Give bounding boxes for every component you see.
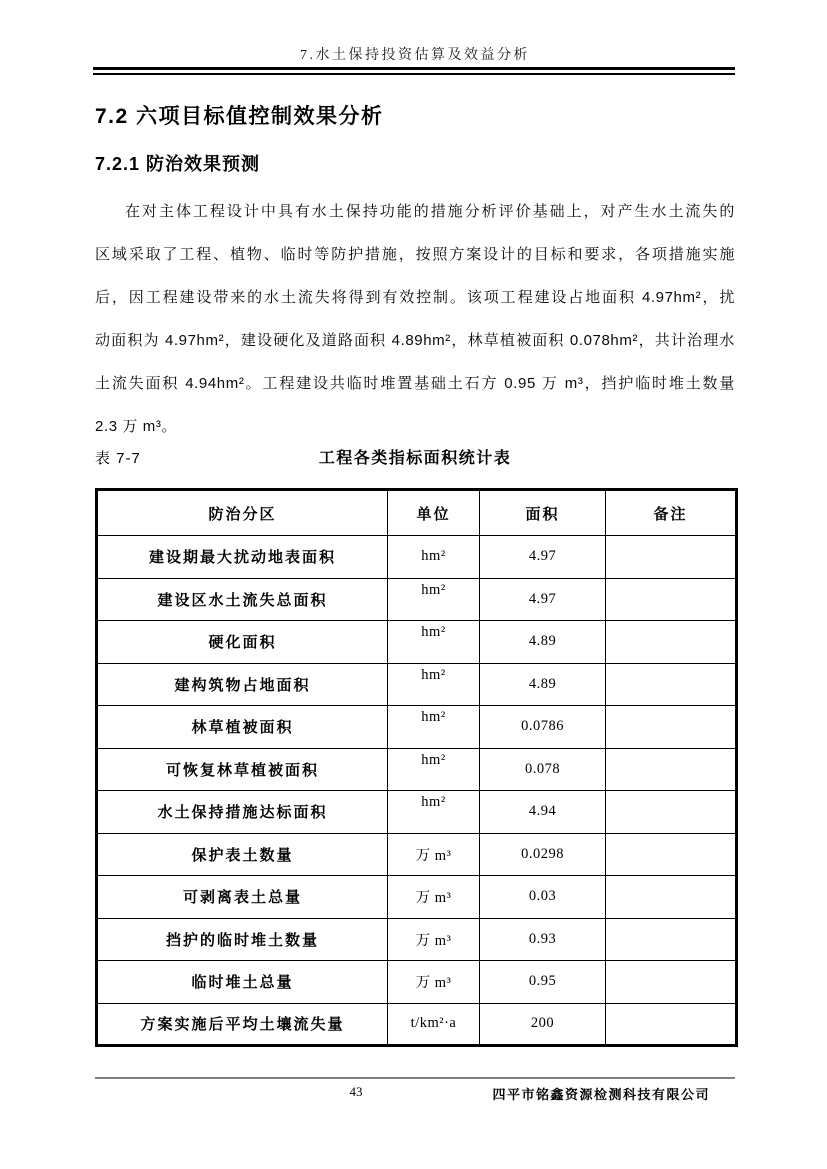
table-title: 工程各类指标面积统计表 <box>318 450 512 467</box>
row-unit: 万 m³ <box>388 918 480 961</box>
row-unit: 万 m³ <box>388 876 480 919</box>
table-row <box>97 791 737 834</box>
row-area-value: 4.97 <box>480 536 606 579</box>
table-row <box>97 578 737 621</box>
row-area-value: 0.0298 <box>480 833 606 876</box>
row-indicator-name: 保护表土数量 <box>97 833 388 876</box>
row-remark <box>606 578 737 621</box>
paragraph-line: 土流失面积 4.94hm²。工程建设共临时堆置基础土石方 0.95 万 m³，挡护临时堆土数量 <box>95 375 735 392</box>
row-remark <box>606 918 737 961</box>
paragraph-line: 后，因工程建设带来的水土流失将得到有效控制。该项工程建设占地面积 4.97hm²，扰 <box>95 289 735 306</box>
row-remark <box>606 536 737 579</box>
row-indicator-name: 林草植被面积 <box>97 706 388 749</box>
column-header-unit: 单位 <box>388 490 480 536</box>
table-row <box>97 1003 737 1046</box>
table-row <box>97 961 737 1004</box>
row-area-value: 4.94 <box>480 791 606 834</box>
footer-company-name: 四平市铭鑫资源检测科技有限公司 <box>492 1087 710 1102</box>
row-indicator-name: 水土保持措施达标面积 <box>97 791 388 834</box>
row-indicator-name: 硬化面积 <box>97 621 388 664</box>
row-area-value: 0.93 <box>480 918 606 961</box>
footer-rule <box>95 1077 735 1079</box>
body-paragraph <box>95 190 735 448</box>
paragraph-line: 区域采取了工程、植物、临时等防护措施，按照方案设计的目标和要求，各项措施实施 <box>95 246 735 263</box>
table-row <box>97 706 737 749</box>
row-unit: hm² <box>388 578 480 621</box>
row-unit: hm² <box>388 536 480 579</box>
table-number-label: 表 7-7 <box>95 450 141 467</box>
subsection-heading: 7.2.1 防治效果预测 <box>95 154 261 174</box>
column-header-zone: 防治分区 <box>97 490 388 536</box>
row-remark <box>606 1003 737 1046</box>
row-indicator-name: 挡护的临时堆土数量 <box>97 918 388 961</box>
row-unit: hm² <box>388 621 480 664</box>
table-row <box>97 621 737 664</box>
row-indicator-name: 可剥离表土总量 <box>97 876 388 919</box>
row-area-value: 0.03 <box>480 876 606 919</box>
row-indicator-name: 建设期最大扰动地表面积 <box>97 536 388 579</box>
page-header-title: 7.水土保持投资估算及效益分析 <box>300 48 530 63</box>
row-unit: hm² <box>388 706 480 749</box>
row-area-value: 4.89 <box>480 663 606 706</box>
row-area-value: 4.97 <box>480 578 606 621</box>
row-unit: hm² <box>388 748 480 791</box>
row-unit: hm² <box>388 663 480 706</box>
table-header-row <box>97 490 737 536</box>
row-unit: hm² <box>388 791 480 834</box>
row-area-value: 0.95 <box>480 961 606 1004</box>
paragraph-line: 动面积为 4.97hm²，建设硬化及道路面积 4.89hm²，林草植被面积 0.078hm²，共计治理水 <box>95 332 735 349</box>
table-row <box>97 748 737 791</box>
row-indicator-name: 建构筑物占地面积 <box>97 663 388 706</box>
table-caption <box>95 447 735 471</box>
row-indicator-name: 临时堆土总量 <box>97 961 388 1004</box>
column-header-remark: 备注 <box>606 490 737 536</box>
section-heading: 7.2 六项目标值控制效果分析 <box>95 105 384 128</box>
header-double-rule <box>93 67 735 75</box>
page-number: 43 <box>349 1084 363 1099</box>
paragraph-line: 2.3 万 m³。 <box>95 418 178 435</box>
table-row <box>97 536 737 579</box>
row-area-value: 4.89 <box>480 621 606 664</box>
table-row <box>97 663 737 706</box>
row-remark <box>606 791 737 834</box>
table-row <box>97 876 737 919</box>
row-unit: t/km²·a <box>388 1003 480 1046</box>
row-indicator-name: 建设区水土流失总面积 <box>97 578 388 621</box>
paragraph-line: 在对主体工程设计中具有水土保持功能的措施分析评价基础上，对产生水土流失的 <box>125 203 735 220</box>
row-remark <box>606 833 737 876</box>
row-remark <box>606 663 737 706</box>
row-indicator-name: 可恢复林草植被面积 <box>97 748 388 791</box>
row-area-value: 0.0786 <box>480 706 606 749</box>
row-remark <box>606 748 737 791</box>
row-area-value: 200 <box>480 1003 606 1046</box>
row-remark <box>606 961 737 1004</box>
row-remark <box>606 706 737 749</box>
row-unit: 万 m³ <box>388 833 480 876</box>
row-remark <box>606 876 737 919</box>
column-header-area: 面积 <box>480 490 606 536</box>
table-row <box>97 833 737 876</box>
statistics-table <box>95 488 738 1047</box>
row-indicator-name: 方案实施后平均土壤流失量 <box>97 1003 388 1046</box>
row-area-value: 0.078 <box>480 748 606 791</box>
table-row <box>97 918 737 961</box>
row-unit: 万 m³ <box>388 961 480 1004</box>
row-remark <box>606 621 737 664</box>
